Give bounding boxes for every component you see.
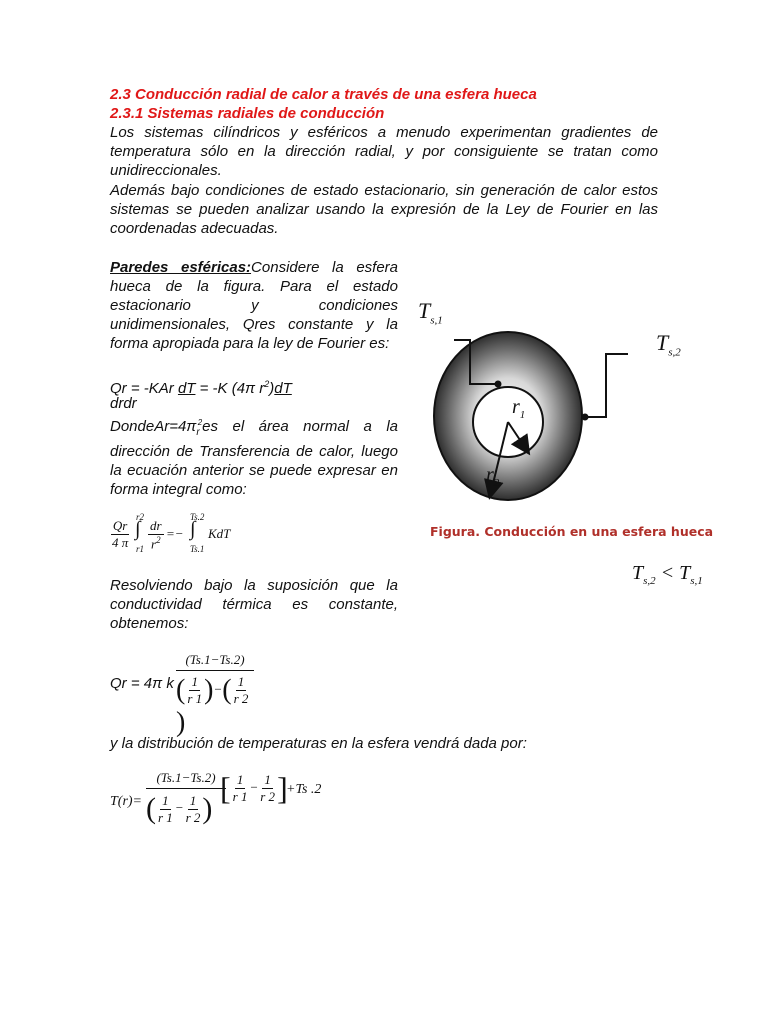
donde-sup: 2: [197, 418, 203, 427]
donde-r: r: [196, 427, 200, 438]
section-title: 2.3 Conducción radial de calor a través de una esfera hueca: [110, 86, 537, 103]
eq4-bracket: [ $\frac{1}{r 1}$ − $\frac{1}{r 2}$ ]: [220, 770, 288, 806]
outer-surface-dot: [582, 414, 589, 421]
figure-caption: Figura. Conducción en una esfera hueca: [430, 524, 714, 539]
donde-rest: es el área normal a la dirección de Transferencia de calor, luego la ecuación anterior se puede expresar en forma integral como:: [110, 418, 398, 498]
temperature-relation: $T_{s,2} < T_{s,1}$: [632, 562, 703, 587]
intro-paragraph-1: Los sistemas cilíndricos y esféricos a menudo experimentan gradientes de temperatura sólo en la dirección radial, y por consiguiente se tratan como unidireccionales.: [110, 124, 658, 179]
eq2-equals: =−: [166, 526, 184, 541]
eq1-line2: drdr: [110, 395, 137, 412]
eq4-numerator: (Ts.1−Ts.2): [146, 770, 226, 789]
equation-fourier: [110, 375, 410, 398]
donde-paragraph: [110, 413, 398, 499]
label-r1: $r_1$: [512, 396, 526, 421]
eq4-plus-ts2: +Ts .2: [286, 782, 322, 797]
eq2-frac-qr: $\frac{Qr}{4 \pi}$: [112, 518, 129, 550]
equation-integral: [110, 512, 250, 556]
eq3-denominator: ( $\frac{1}{r 1}$ )−( $\frac{1}{r 2}$ ): [176, 674, 249, 738]
eq3-lhs: Qr = 4π k: [110, 675, 174, 692]
eq2-lower-T: Ts.1: [190, 544, 205, 554]
integral-sign: ∫: [135, 518, 141, 540]
eq2-lower-limit: r1: [136, 544, 145, 554]
paredes-paragraph: [110, 258, 398, 353]
equation-qr: [110, 652, 270, 738]
eq1-sup: 2: [264, 379, 270, 389]
integral-sign-2: ∫: [190, 518, 196, 540]
eq2-upper-T: Ts.2: [190, 512, 205, 522]
eq4-denominator: ( $\frac{1}{r 1}$ − $\frac{1}{r 2}$ ): [146, 792, 213, 825]
eq4-lhs: T(r)=: [110, 794, 143, 809]
resolviendo-paragraph: Resolviendo bajo la suposición que la conductividad térmica es constante, obtenemos:: [110, 577, 398, 632]
intro-paragraph-2: Además bajo condiciones de estado estacionario, sin generación de calor estos sistemas se pueden analizar usando la expresión de la Ley de Fourier en las coordenadas adecuadas.: [110, 182, 658, 237]
eq2-kdt: KdT: [208, 526, 231, 541]
equation-temperature: [110, 770, 350, 832]
eq3-numerator: (Ts.1−Ts.2): [176, 652, 254, 671]
section-subtitle: 2.3.1 Sistemas radiales de conducción: [110, 105, 385, 122]
eq1-mid: = -K (4π r: [195, 380, 265, 397]
eq1-close: ): [269, 380, 275, 397]
label-ts1: $T_{s,1}$: [418, 298, 443, 327]
inner-surface-dot: [495, 381, 502, 388]
outer-surface-lead: [585, 354, 628, 417]
donde-prefix: DondeAr=4π: [110, 418, 197, 435]
distribucion-paragraph: y la distribución de temperaturas en la esfera vendrá dada por:: [110, 735, 527, 752]
eq2-upper-limit: r2: [136, 512, 145, 522]
eq1-dT2: dT: [274, 380, 292, 397]
paredes-text: Considere la esfera hueca de la figura. Para el estado estacionario y condiciones unidimensionales, Qres constante y la forma apropiada para la ley de Fourier es:: [110, 259, 399, 352]
eq1-lhs: Qr = -KAr: [110, 380, 178, 397]
label-ts2: $T_{s,2}$: [656, 330, 681, 359]
eq1-dT: dT: [177, 380, 196, 397]
paredes-label: Paredes esféricas:: [110, 259, 252, 276]
label-r2: $r_2$: [486, 464, 500, 489]
hollow-sphere-figure: [410, 290, 720, 520]
eq2-frac-dr: $\frac{dr}{r^2}$: [150, 518, 162, 552]
